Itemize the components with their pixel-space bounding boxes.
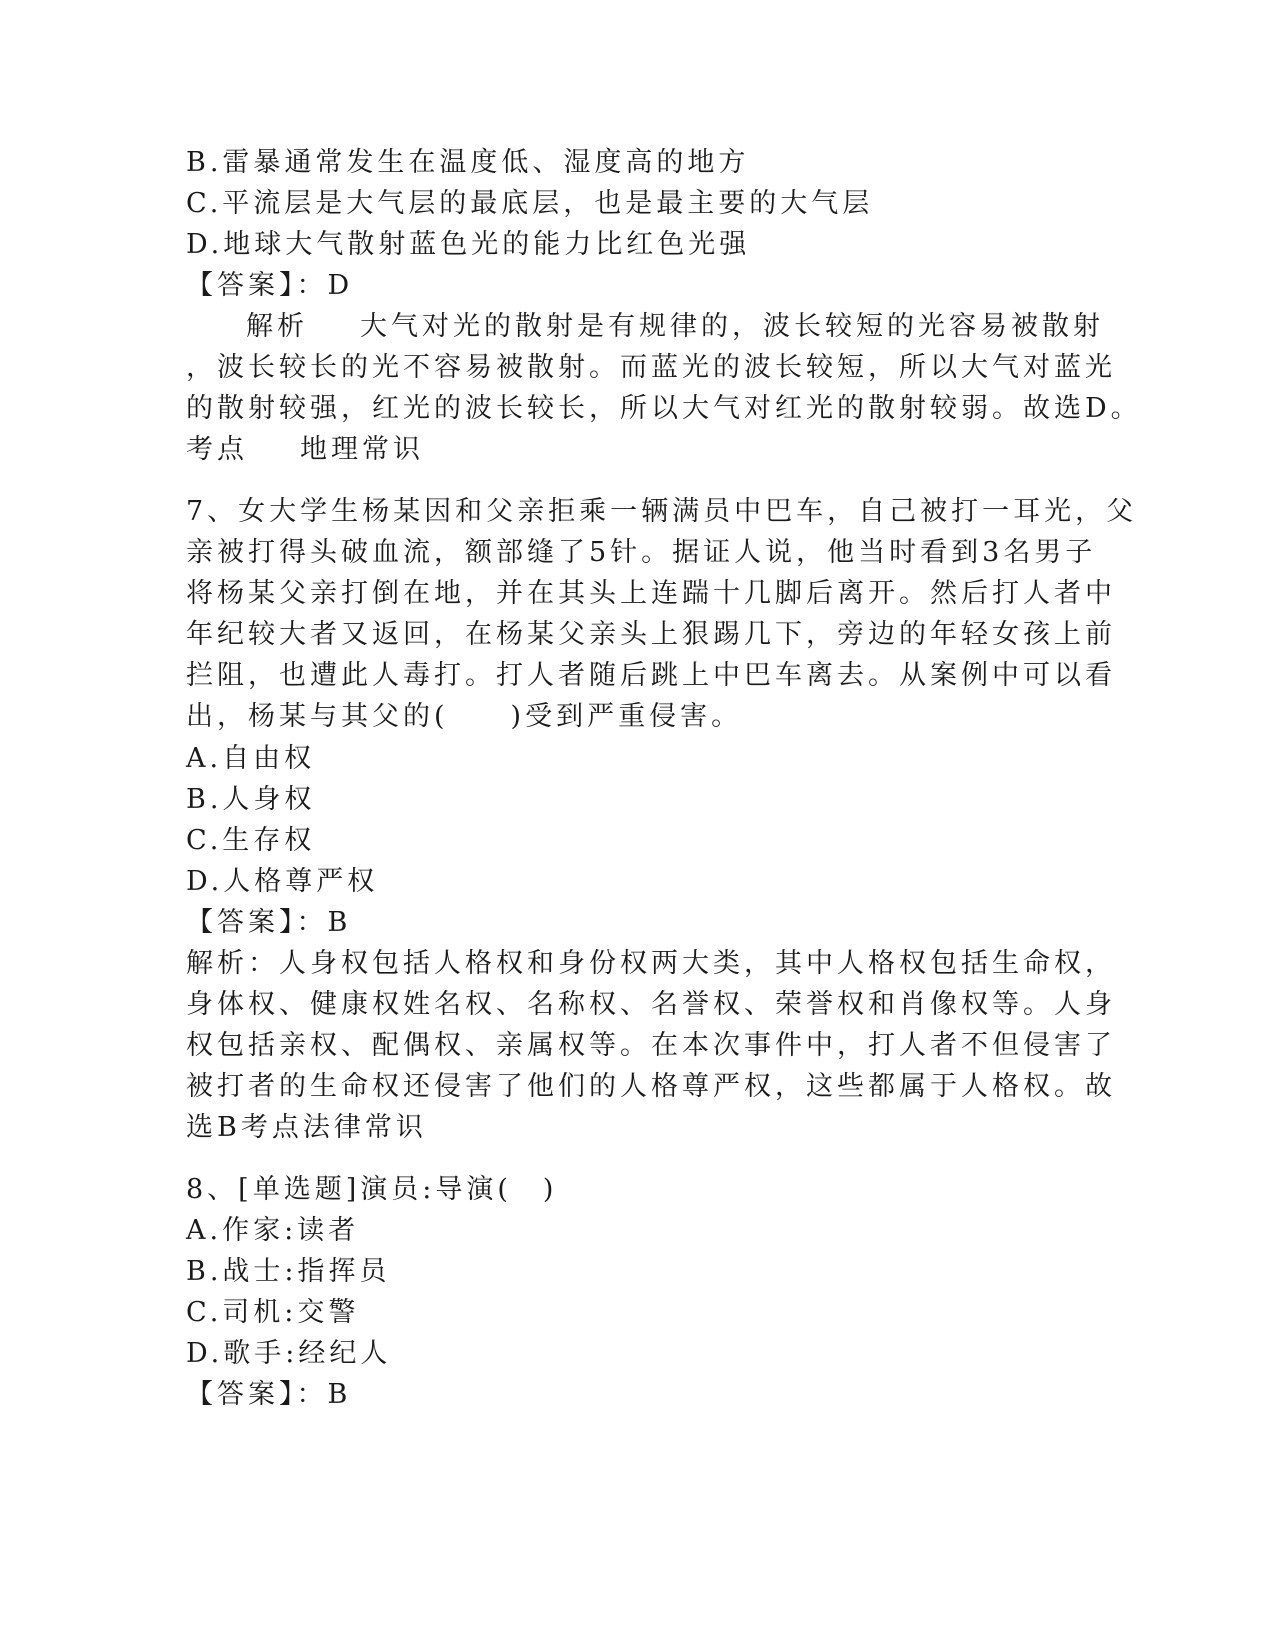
- q8-answer: 【答案】：B: [186, 1379, 352, 1410]
- q6-kaodian-label: 考点: [186, 434, 248, 465]
- q6-option-d: D.地球大气散射蓝色光的能力比红色光强: [186, 229, 751, 260]
- q6-analysis-label: 解析: [246, 311, 308, 342]
- q6-option-c: C.平流层是大气层的最底层，也是最主要的大气层: [186, 188, 874, 219]
- q7-analysis-2: 权包括亲权、配偶权、亲属权等。在本次事件中，打人者不但侵害了: [186, 1030, 1116, 1061]
- q6-analysis-text-0: 大气对光的散射是有规律的，波长较短的光容易被散射: [360, 311, 1104, 342]
- q7-stem-2: 将杨某父亲打倒在地，并在其头上连踹十几脚后离开。然后打人者中: [186, 578, 1116, 609]
- q6-analysis-text-1: ，波长较长的光不容易被散射。而蓝光的波长较短，所以大气对蓝光: [186, 352, 1116, 383]
- q8-stem: 8、[单选题]演员:导演( ): [186, 1174, 558, 1205]
- q7-stem-0: 7、女大学生杨某因和父亲拒乘一辆满员中巴车，自己被打一耳光，父: [186, 496, 1138, 527]
- q8-option-d: D.歌手:经纪人: [186, 1338, 392, 1369]
- q8-option-a: A.作家:读者: [186, 1215, 360, 1246]
- q6-kaodian-text: 地理常识: [300, 434, 424, 465]
- q6-analysis-first-line: [246, 310, 1104, 344]
- q7-option-a: A.自由权: [186, 743, 316, 774]
- q7-option-c: C.生存权: [186, 825, 316, 856]
- q6-answer: 【答案】：D: [186, 270, 354, 301]
- q6-option-b: B.雷暴通常发生在温度低、湿度高的地方: [186, 147, 750, 178]
- q6-analysis-text-2: 的散射较强，红光的波长较长，所以大气对红光的散射较弱。故选D。: [186, 393, 1142, 424]
- q7-answer: 【答案】：B: [186, 907, 352, 938]
- q7-analysis-1: 身体权、健康权姓名权、名称权、名誉权、荣誉权和肖像权等。人身: [186, 989, 1116, 1020]
- q7-analysis-4: 选B考点法律常识: [186, 1112, 427, 1143]
- q7-option-d: D.人格尊严权: [186, 866, 379, 897]
- q7-stem-3: 年纪较大者又返回，在杨某父亲头上狠踢几下，旁边的年轻女孩上前: [186, 619, 1116, 650]
- q7-analysis-3: 被打者的生命权还侵害了他们的人格尊严权，这些都属于人格权。故: [186, 1071, 1116, 1102]
- q7-stem-5: 出，杨某与其父的( )受到严重侵害。: [186, 701, 743, 732]
- q7-analysis-0: 解析：人身权包括人格权和身份权两大类，其中人格权包括生命权，: [186, 948, 1116, 979]
- q8-option-c: C.司机:交警: [186, 1297, 360, 1328]
- q6-kaodian-line: [186, 433, 424, 467]
- q7-stem-1: 亲被打得头破血流，额部缝了5针。据证人说，他当时看到3名男子: [186, 537, 1097, 568]
- q8-option-b: B.战士:指挥员: [186, 1256, 391, 1287]
- q7-option-b: B.人身权: [186, 784, 316, 815]
- q7-stem-4: 拦阻，也遭此人毒打。打人者随后跳上中巴车离去。从案例中可以看: [186, 660, 1116, 691]
